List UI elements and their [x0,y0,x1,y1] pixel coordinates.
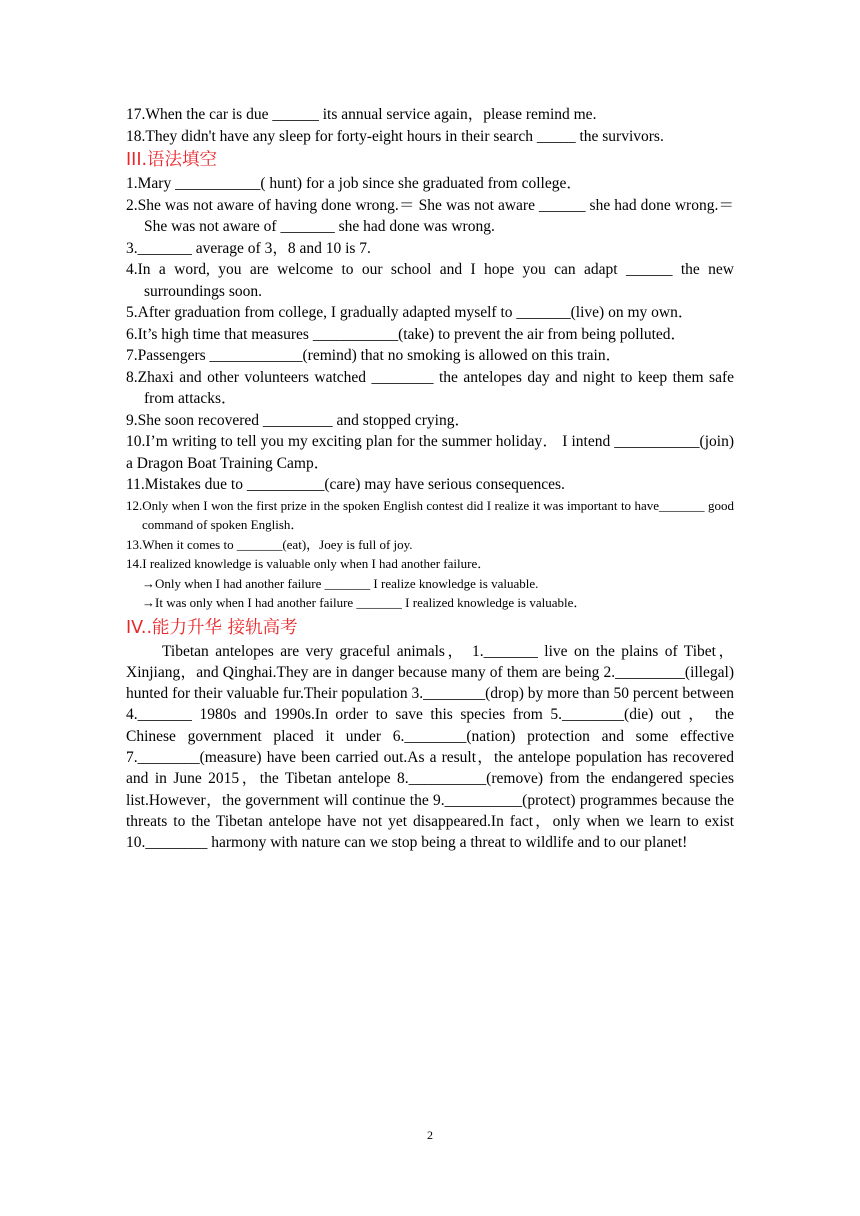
grammar-item-11: 11.Mistakes due to __________(care) may have serious consequences. [126,476,565,493]
exercise-item-17: 17.When the car is due ______ its annual service again，please remind me. [126,106,597,123]
grammar-item-1: 1.Mary ___________( hunt) for a job since she graduated from college． [126,175,582,192]
grammar-item-3: 3._______ average of 3，8 and 10 is 7. [126,239,371,257]
grammar-item-4: 4.In a word, you are welcome to our school and I hope you can adapt ______ the new surroundings soon. [126,261,738,300]
worksheet-page [126,104,738,853]
grammar-item-13: 13.When it comes to _______(eat)，Joey is full of joy. [126,536,413,552]
cloze-passage: Tibetan antelopes are very graceful animals， 1._______ live on the plains of Tibet，Xinjiang，and Qinghai.They are in danger because many of them are being 2._________(illegal) hunted for their valuable fur.Their population 3.________(drop) by more than 50 percent between 4._______ 1980s and 1990s.In order to save this species from 5.________(die) out ， the Chinese government placed it under 6.________(nation) protection and some effective 7.________(measure) have been carried out.As a result，the antelope population has recovered and in June 2015，the Tibetan antelope 8.__________(remove) from the endangered species list.However，the government will continue the 9.__________(protect) programmes because the threats to the Tibetan antelope have not yet disappeared.In fact，only when we learn to exist 10.________ harmony with nature can we stop being a threat to wildlife and to our planet! [126,642,734,852]
exercise-item-18: 18.They didn't have any sleep for forty‐eight hours in their search _____ the survivors. [126,127,664,145]
grammar-item-6: 6.It’s high time that measures ___________(take) to prevent the air from being polluted． [126,325,687,343]
grammar-item-9: 9.She soon recovered _________ and stopped crying． [126,411,470,429]
grammar-item-8: 8.Zhaxi and other volunteers watched ________ the antelopes day and night to keep them safe from attacks． [126,368,738,407]
grammar-item-14-rewrite-1: →Only when I had another failure _______ I realize knowledge is valuable. [142,575,539,591]
page-number: 2 [427,1128,433,1142]
section-heading-grammar-fill: III.语法填空 [126,150,218,170]
grammar-item-10: 10.I’m writing to tell you my exciting plan for the summer holiday． I intend ___________(join) a Dragon Boat Training Camp． [126,433,738,472]
grammar-item-5: 5.After graduation from college, I gradually adapted myself to _______(live) on my own． [126,304,694,321]
grammar-item-12: 12.Only when I won the first prize in the spoken English contest did I realize it was important to have_______ good command of spoken English． [126,497,738,532]
section-heading-ability-upgrade: IV..能力升华 接轨高考 [126,617,298,638]
grammar-item-7: 7.Passengers ____________(remind) that no smoking is allowed on this train． [126,347,622,364]
grammar-item-14-rewrite-2: →It was only when I had another failure _______ I realized knowledge is valuable． [142,595,587,610]
grammar-item-2: 2.She was not aware of having done wrong.＝ She was not aware ______ she had done wrong.＝She was not aware of _______ she had done was wrong. [126,196,734,235]
grammar-item-14: 14.I realized knowledge is valuable only when I had another failure． [126,556,491,571]
